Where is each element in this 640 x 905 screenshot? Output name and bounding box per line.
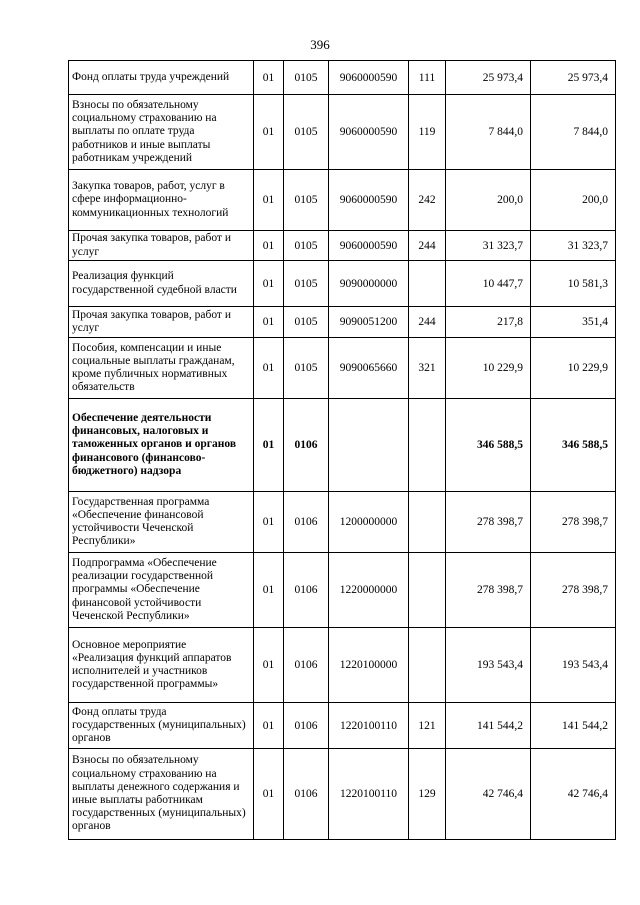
row-expense-type: 244 — [409, 307, 446, 338]
row-expense-type: 244 — [409, 231, 446, 261]
row-section: 01 — [254, 628, 284, 703]
row-name: Закупка товаров, работ, услуг в сфере информационно-коммуникационных технологий — [69, 170, 254, 231]
row-target-code: 9060000590 — [329, 95, 409, 170]
row-amount-2: 7 844,0 — [531, 95, 616, 170]
row-amount-2: 10 581,3 — [531, 261, 616, 307]
row-amount-1: 278 398,7 — [446, 553, 531, 628]
row-subsection: 0106 — [284, 492, 329, 553]
row-section: 01 — [254, 170, 284, 231]
row-amount-1: 7 844,0 — [446, 95, 531, 170]
row-subsection: 0106 — [284, 628, 329, 703]
row-target-code: 1200000000 — [329, 492, 409, 553]
row-subsection: 0106 — [284, 399, 329, 492]
row-amount-1: 141 544,2 — [446, 703, 531, 749]
row-subsection: 0105 — [284, 338, 329, 399]
row-amount-1: 42 746,4 — [446, 749, 531, 840]
row-name: Взносы по обязательному социальному страхованию на выплаты денежного содержания и иные выплаты работникам государственных (муниципальных) органов — [69, 749, 254, 840]
row-expense-type — [409, 628, 446, 703]
row-amount-1: 10 229,9 — [446, 338, 531, 399]
row-expense-type — [409, 553, 446, 628]
table-row — [69, 399, 616, 492]
row-name: Основное мероприятие «Реализация функций аппаратов исполнителей и участников государственной программы» — [69, 628, 254, 703]
row-name: Прочая закупка товаров, работ и услуг — [69, 231, 254, 261]
row-target-code: 9090000000 — [329, 261, 409, 307]
row-section: 01 — [254, 307, 284, 338]
row-expense-type — [409, 492, 446, 553]
row-amount-2: 278 398,7 — [531, 492, 616, 553]
row-name: Прочая закупка товаров, работ и услуг — [69, 307, 254, 338]
row-subsection: 0105 — [284, 61, 329, 95]
row-expense-type — [409, 399, 446, 492]
row-amount-1: 31 323,7 — [446, 231, 531, 261]
row-name: Реализация функций государственной судебной власти — [69, 261, 254, 307]
row-target-code: 9090065660 — [329, 338, 409, 399]
row-expense-type: 121 — [409, 703, 446, 749]
table-row — [69, 61, 616, 95]
table-row — [69, 553, 616, 628]
table-row — [69, 170, 616, 231]
row-amount-1: 346 588,5 — [446, 399, 531, 492]
row-target-code: 9060000590 — [329, 231, 409, 261]
table-row — [69, 307, 616, 338]
row-target-code: 1220000000 — [329, 553, 409, 628]
row-target-code: 9060000590 — [329, 170, 409, 231]
budget-table — [68, 60, 616, 840]
row-name: Обеспечение деятельности финансовых, налоговых и таможенных органов и органов финансового (финансово-бюджетного) надзора — [69, 399, 254, 492]
row-subsection: 0106 — [284, 553, 329, 628]
row-name: Подпрограмма «Обеспечение реализации государственной программы «Обеспечение финансовой устойчивости Чеченской Республики» — [69, 553, 254, 628]
row-amount-2: 141 544,2 — [531, 703, 616, 749]
table-row — [69, 628, 616, 703]
row-amount-1: 10 447,7 — [446, 261, 531, 307]
row-target-code — [329, 399, 409, 492]
row-section: 01 — [254, 399, 284, 492]
row-expense-type: 129 — [409, 749, 446, 840]
row-name: Пособия, компенсации и иные социальные выплаты гражданам, кроме публичных нормативных обязательств — [69, 338, 254, 399]
row-amount-1: 193 543,4 — [446, 628, 531, 703]
row-amount-2: 200,0 — [531, 170, 616, 231]
table-row — [69, 95, 616, 170]
row-target-code: 9090051200 — [329, 307, 409, 338]
row-name: Фонд оплаты труда учреждений — [69, 61, 254, 95]
row-section: 01 — [254, 61, 284, 95]
row-section: 01 — [254, 553, 284, 628]
row-subsection: 0105 — [284, 307, 329, 338]
row-subsection: 0105 — [284, 95, 329, 170]
row-amount-2: 25 973,4 — [531, 61, 616, 95]
row-subsection: 0105 — [284, 231, 329, 261]
table-row — [69, 749, 616, 840]
row-subsection: 0105 — [284, 261, 329, 307]
row-amount-2: 351,4 — [531, 307, 616, 338]
row-amount-1: 200,0 — [446, 170, 531, 231]
row-section: 01 — [254, 492, 284, 553]
row-subsection: 0106 — [284, 749, 329, 840]
row-target-code: 1220100110 — [329, 749, 409, 840]
table-row — [69, 703, 616, 749]
table-row — [69, 492, 616, 553]
row-amount-2: 278 398,7 — [531, 553, 616, 628]
page-number: 396 — [310, 37, 330, 52]
row-expense-type: 111 — [409, 61, 446, 95]
row-name: Фонд оплаты труда государственных (муниципальных) органов — [69, 703, 254, 749]
table-row — [69, 231, 616, 261]
row-amount-1: 278 398,7 — [446, 492, 531, 553]
row-target-code: 1220100110 — [329, 703, 409, 749]
row-amount-2: 10 229,9 — [531, 338, 616, 399]
table-row — [69, 338, 616, 399]
row-section: 01 — [254, 95, 284, 170]
row-section: 01 — [254, 703, 284, 749]
table-row — [69, 261, 616, 307]
row-name: Государственная программа «Обеспечение финансовой устойчивости Чеченской Республики» — [69, 492, 254, 553]
row-amount-2: 346 588,5 — [531, 399, 616, 492]
row-expense-type — [409, 261, 446, 307]
row-target-code: 9060000590 — [329, 61, 409, 95]
row-expense-type: 119 — [409, 95, 446, 170]
row-amount-1: 25 973,4 — [446, 61, 531, 95]
row-section: 01 — [254, 749, 284, 840]
row-amount-2: 31 323,7 — [531, 231, 616, 261]
row-section: 01 — [254, 261, 284, 307]
row-expense-type: 321 — [409, 338, 446, 399]
row-subsection: 0106 — [284, 703, 329, 749]
row-name: Взносы по обязательному социальному страхованию на выплаты по оплате труда работников и иные выплаты работникам учреждений — [69, 95, 254, 170]
row-target-code: 1220100000 — [329, 628, 409, 703]
row-amount-1: 217,8 — [446, 307, 531, 338]
row-subsection: 0105 — [284, 170, 329, 231]
budget-table-body — [69, 61, 616, 840]
row-section: 01 — [254, 338, 284, 399]
row-amount-2: 193 543,4 — [531, 628, 616, 703]
row-amount-2: 42 746,4 — [531, 749, 616, 840]
row-expense-type: 242 — [409, 170, 446, 231]
row-section: 01 — [254, 231, 284, 261]
